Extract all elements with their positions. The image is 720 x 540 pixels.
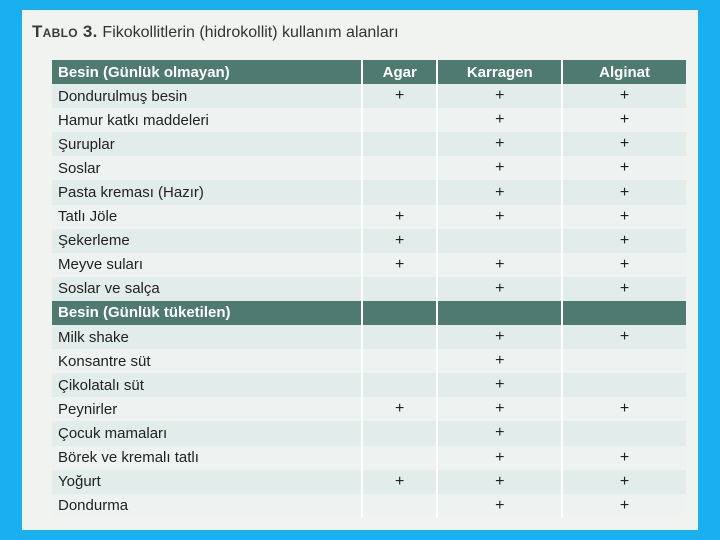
table-header-row (52, 60, 686, 84)
karragen-cell: + (436, 421, 561, 445)
karragen-cell: + (436, 253, 561, 277)
karragen-cell: + (436, 349, 561, 373)
table-row (52, 132, 686, 156)
agar-cell (361, 446, 436, 470)
karragen-cell: + (436, 108, 561, 132)
agar-cell (361, 421, 436, 445)
agar-cell: + (361, 84, 436, 108)
karragen-cell: + (436, 446, 561, 470)
alginat-cell: + (561, 253, 686, 277)
alginat-cell: + (561, 108, 686, 132)
section-header-row (52, 301, 686, 325)
agar-cell: + (361, 229, 436, 253)
table-row (52, 349, 686, 373)
alginat-cell (561, 349, 686, 373)
agar-cell (361, 108, 436, 132)
karragen-cell: + (436, 494, 561, 518)
karragen-cell: + (436, 84, 561, 108)
alginat-cell: + (561, 84, 686, 108)
agar-cell (361, 156, 436, 180)
table-row (52, 325, 686, 349)
food-name-cell: Şuruplar (58, 135, 115, 153)
table-title (32, 22, 399, 42)
alginat-cell: + (561, 277, 686, 301)
table-row (52, 205, 686, 229)
karragen-cell: + (436, 180, 561, 204)
alginat-cell: + (561, 205, 686, 229)
alginat-cell: + (561, 397, 686, 421)
hydrocolloid-table (52, 60, 686, 518)
karragen-cell: + (436, 132, 561, 156)
food-name-cell: Yoğurt (58, 473, 101, 491)
food-name-cell: Dondurma (58, 497, 129, 515)
section-header-daily: Besin (Günlük tüketilen) (58, 304, 231, 322)
table-row (52, 421, 686, 445)
alginat-cell: + (561, 446, 686, 470)
agar-cell (361, 132, 436, 156)
karragen-cell: + (436, 205, 561, 229)
agar-cell (361, 349, 436, 373)
alginat-cell: + (561, 132, 686, 156)
food-name-cell: Tatlı Jöle (58, 208, 118, 226)
table-caption: Fikokollitlerin (hidrokollit) kullanım alanları (102, 24, 399, 41)
food-name-cell: Soslar ve salça (58, 280, 160, 298)
table-row (52, 494, 686, 518)
column-header-agar: Agar (361, 60, 436, 84)
agar-cell: + (361, 205, 436, 229)
karragen-cell: + (436, 325, 561, 349)
agar-cell (361, 325, 436, 349)
table-row (52, 373, 686, 397)
food-name-cell: Soslar (58, 159, 101, 177)
column-header-food: Besin (Günlük olmayan) (58, 63, 230, 81)
agar-cell: + (361, 470, 436, 494)
alginat-cell: + (561, 494, 686, 518)
alginat-cell: + (561, 325, 686, 349)
food-name-cell: Börek ve kremalı tatlı (58, 449, 199, 467)
alginat-cell (561, 373, 686, 397)
alginat-cell: + (561, 229, 686, 253)
table-row (52, 277, 686, 301)
table-number: Tablo 3. (32, 22, 98, 41)
alginat-cell: + (561, 156, 686, 180)
agar-cell (361, 373, 436, 397)
table-row (52, 229, 686, 253)
table-row (52, 470, 686, 494)
karragen-cell: + (436, 277, 561, 301)
table-row (52, 84, 686, 108)
alginat-cell: + (561, 470, 686, 494)
karragen-cell: + (436, 373, 561, 397)
agar-cell (361, 277, 436, 301)
table-row (52, 253, 686, 277)
food-name-cell: Şekerleme (58, 232, 130, 250)
column-header-karragen: Karragen (436, 60, 561, 84)
table-row (52, 180, 686, 204)
section-non-daily (52, 84, 686, 301)
table-row (52, 397, 686, 421)
section-daily (52, 325, 686, 518)
column-header-alginat: Alginat (561, 60, 686, 84)
food-name-cell: Çikolatalı süt (58, 376, 144, 394)
agar-cell (361, 180, 436, 204)
food-name-cell: Hamur katkı maddeleri (58, 111, 209, 129)
agar-cell (361, 494, 436, 518)
agar-cell: + (361, 397, 436, 421)
alginat-cell: + (561, 180, 686, 204)
food-name-cell: Milk shake (58, 328, 129, 346)
food-name-cell: Meyve suları (58, 256, 144, 274)
karragen-cell (436, 229, 561, 253)
table-row (52, 156, 686, 180)
food-name-cell: Pasta kreması (Hazır) (58, 184, 204, 202)
food-name-cell: Konsantre süt (58, 352, 151, 370)
karragen-cell: + (436, 397, 561, 421)
karragen-cell: + (436, 156, 561, 180)
food-name-cell: Dondurulmuş besin (58, 87, 188, 105)
alginat-cell (561, 421, 686, 445)
document-page (22, 10, 698, 530)
karragen-cell: + (436, 470, 561, 494)
food-name-cell: Peynirler (58, 400, 118, 418)
food-name-cell: Çocuk mamaları (58, 424, 168, 442)
agar-cell: + (361, 253, 436, 277)
table-row (52, 108, 686, 132)
table-row (52, 446, 686, 470)
